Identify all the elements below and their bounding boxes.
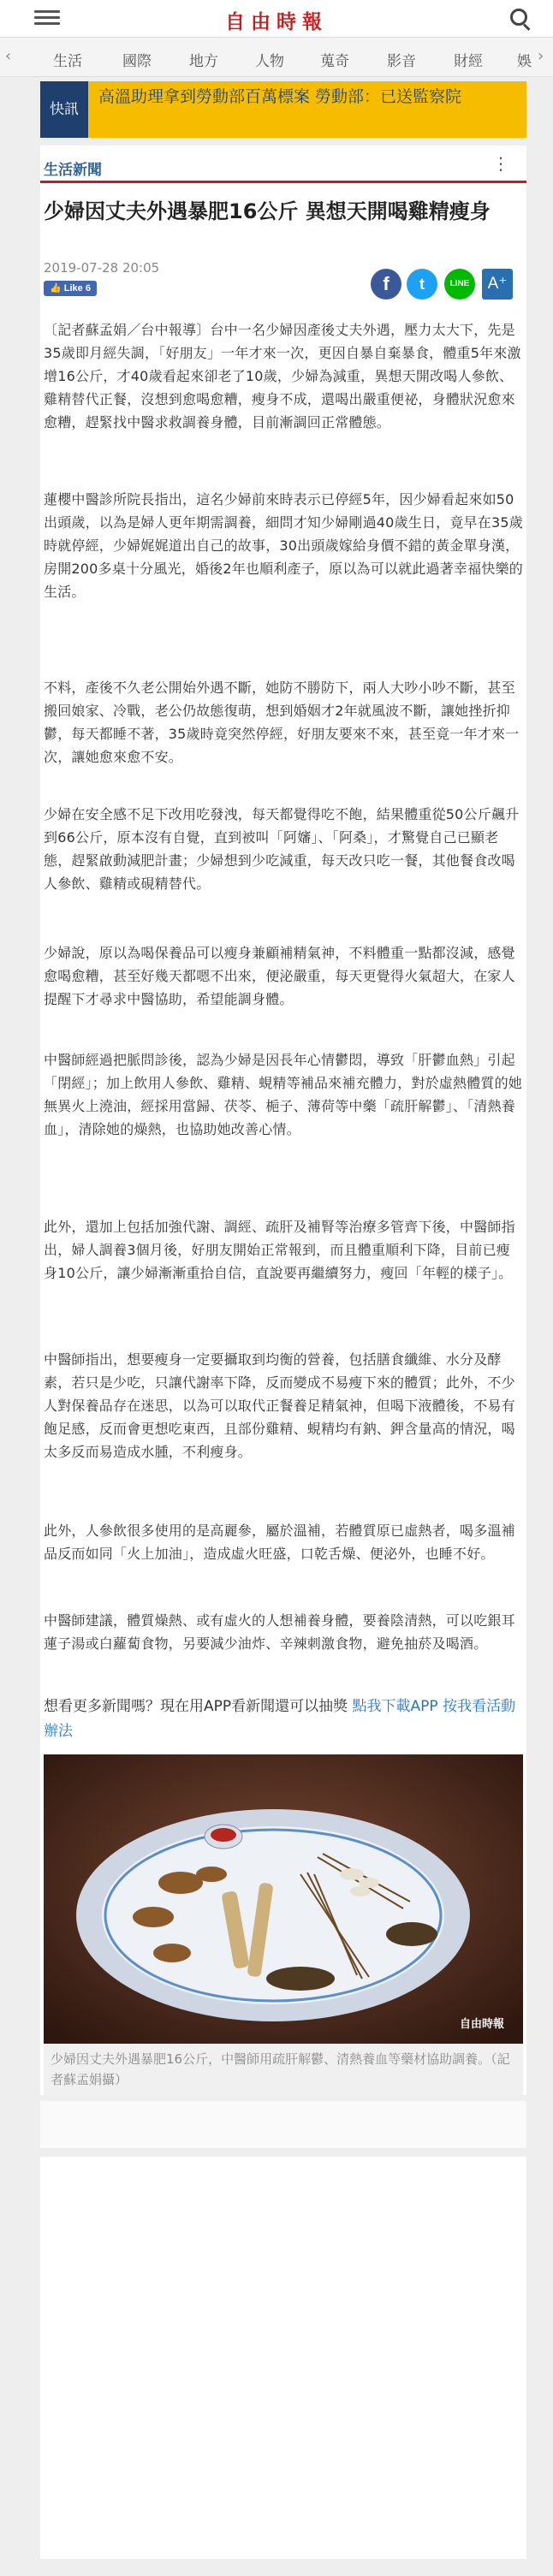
article-photo[interactable] [44,1754,523,2044]
nav-item-local[interactable]: 地方 [189,53,218,70]
category-nav [0,38,553,77]
photo-caption: 少婦因丈夫外遇暴肥16公斤，中醫師用疏肝解鬱、清熱養血等藥材協助調養。（記者蘇孟娟攝） [44,2044,523,2095]
section-header [40,145,526,183]
breaking-news-label: 快訊 [40,81,88,138]
breaking-news-bar[interactable] [40,81,526,138]
app-prompt-text: 想看更多新聞嗎？現在用APP看新聞還可以抽獎 [44,1698,348,1715]
publish-date: 2019-07-28 20:05 [44,260,160,276]
article-paragraph: 中醫師建議，體質燥熱、或有虛火的人想補養身體，要養陰清熱，可以吃銀耳蓮子湯或白蘿蔔食物，另要減少油炸、辛辣刺激食物，避免抽菸及喝酒。 [44,1612,515,1652]
article-paragraph: 中醫師指出，想要瘦身一定要攝取到均衡的營養，包括膳食纖維、水分及酵素，若只是少吃，只讓代謝率下降，反而變成不易瘦下來的體質；此外，不少人對保養品存在迷思，以為可以取代正餐養足精氣神，但喝下液體後，不易有飽足感，反而會更想吃東西，且部份雞精、蜆精均有鈉、鉀含量高的情況，喝太多反而易造成水腫，不利瘦身。 [44,1351,515,1460]
app-download-prompt [44,1695,523,1744]
search-icon[interactable] [510,9,532,31]
article-paragraph: 蓮櫻中醫診所院長指出，這名少婦前來時表示已停經5年，因少婦看起來如50出頭歲，以為是婦人更年期需調養，細問才知少婦剛過40歲生日，竟早在35歲時就停經，少婦娓娓道出自己的故事，30出頭歲嫁給身價不錯的黃金單身漢，房開200多桌十分風光，婚後2年也順利產子，原以為可以就此過著幸福快樂的生活。 [44,491,523,600]
nav-item-video[interactable]: 影音 [387,53,416,70]
article-paragraph: 不料，產後不久老公開始外遇不斷，她防不勝防下，兩人大吵小吵不斷，甚至搬回娘家、冷戰，老公仍故態復萌，想到婚姻才2年就風波不斷，讓她挫折抑鬱，每天都睡不著，35歲時竟突然停經，好朋友要來不來，甚至竟一年才來一次，讓她愈來愈不安。 [44,680,520,765]
nav-item-life[interactable]: 生活 [53,53,82,70]
nav-item-finance[interactable]: 財經 [454,53,483,70]
article-paragraph: 此外，還加上包括加強代謝、調經、疏肝及補腎等治療多管齊下後，中醫師指出，婦人調養3個月後，好朋友開始正常報到，而且體重順利下降，目前已瘦身10公斤，讓少婦漸漸重拾自信，直說要再繼續努力，瘦回「年輕的樣子」。 [44,1219,515,1281]
download-app-link[interactable]: 點我下載APP [352,1698,438,1715]
event-rules-link[interactable]: 按我看活動辦法 [44,1698,516,1740]
section-label[interactable]: 生活新聞 [44,162,102,179]
nav-item-entertainment[interactable]: 娛 [517,53,532,70]
ad-placeholder [40,2101,526,2148]
article-card [40,145,526,2095]
breaking-news-text[interactable]: 高溫助理拿到勞動部百萬標案 勞動部：已送監察院 [98,87,462,106]
facebook-like-button[interactable]: 👍 Like 6 [44,281,97,296]
site-logo[interactable]: 自由時報 [225,10,328,33]
line-share-icon[interactable]: LINE [444,269,475,300]
article-paragraph: 中醫師經過把脈問診後，認為少婦是因長年心情鬱悶，導致「肝鬱血熱」引起「閉經」；加上飲用人參飲、雞精、蜆精等補品來補充體力，對於虛熱體質的她無異火上澆油，經採用當歸、茯苓、梔子、薄荷等中藥「疏肝解鬱」、「清熱養血」，清除她的燥熱，也協助她改善心情。 [44,1052,523,1137]
herbal-medicine-plate-illustration [44,1754,523,2044]
article-paragraph: 此外，人參飲很多使用的是高麗參，屬於溫補，若體質原已虛熱者，喝多溫補品反而如同「火上加油」，造成虛火旺盛，口乾舌燥、便泌外，也睡不好。 [44,1522,515,1562]
nav-item-curiosities[interactable]: 蒐奇 [320,53,349,70]
nav-scroll-right-icon[interactable]: › [538,47,544,65]
nav-item-people[interactable]: 人物 [255,53,284,70]
article-paragraph: 少婦在安全感不足下改用吃發洩，每天都覺得吃不飽，結果體重從50公斤飆升到66公斤，原本沒有自覺，直到被叫「阿嬸」、「阿桑」，才驚覺自己已顯老態，趕緊啟動減肥計畫；少婦想到少吃減重，每天改只吃一餐，其他餐食改喝人參飲、雞精或硯精替代。 [44,806,520,892]
article-title: 少婦因丈夫外遇暴肥16公斤 異想天開喝雞精瘦身 [44,199,491,223]
article-paragraph: 少婦說，原以為喝保養品可以瘦身兼顧補精氣神，不料體重一點都沒減，感覺愈喝愈糟，甚至好幾天都嗯不出來，便泌嚴重，每天更覺得火氣超大，在家人提醒下才尋求中醫協助，希望能調身體。 [44,945,515,1007]
font-size-icon[interactable]: A⁺ [482,269,513,300]
twitter-share-icon[interactable]: t [407,269,437,300]
nav-scroll-left-icon[interactable]: ‹ [5,47,12,65]
more-options-icon[interactable]: ⋮ [492,153,509,174]
photo-watermark: 自由時報 [460,2018,505,2031]
facebook-share-icon[interactable]: f [371,269,401,300]
top-header [0,0,553,38]
ad-placeholder [40,2157,526,2559]
nav-item-international[interactable]: 國際 [122,53,152,70]
article-paragraph: 〔記者蘇孟娟／台中報導〕台中一名少婦因產後丈夫外遇，壓力太大下，先是35歲即月經失調，「好朋友」一年才來一次，更因自暴自棄暴食，體重5年來激增16公斤，才40歲看起來卻老了10歲，少婦為減重，異想天開改喝人參飲、雞精替代正餐，沒想到愈喝愈糟，瘦身不成，還喝出嚴重便祕，身體狀況愈來愈糟，趕緊找中醫求救調養身體，目前漸調回正常體態。 [44,322,521,430]
